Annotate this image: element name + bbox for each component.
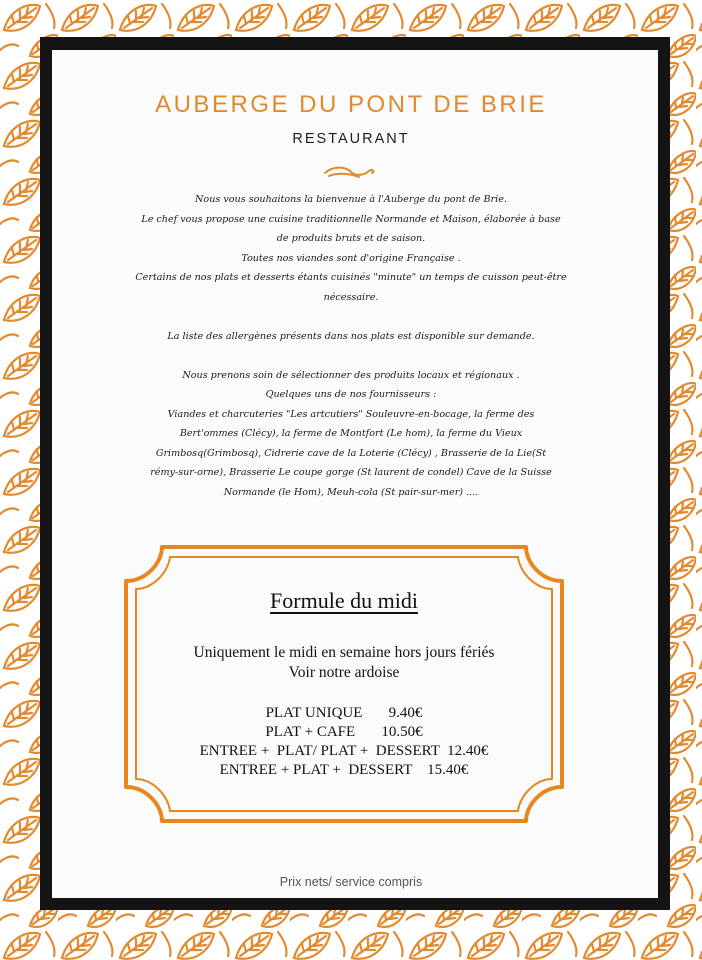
price-row: PLAT + CAFE 10.50€ (265, 724, 423, 740)
intro-line: Nous vous souhaitons la bienvenue à l'Auberge du pont de Brie. (195, 194, 507, 205)
suppliers-line: rémy-sur-orne), Brasserie Le coupe gorge (St laurent de condel) Cave de la Suisse (150, 467, 552, 478)
suppliers-intro: Nous prenons soin de sélectionner des produits locaux et régionaux . (182, 369, 520, 381)
price-row: ENTREE + PLAT/ PLAT + DESSERT 12.40€ (199, 743, 489, 759)
suppliers-line: Viandes et charcuteries "Les artcutiers" Souleuvre-en-bocage, la ferme des (167, 408, 535, 420)
intro-line: Le chef vous propose une cuisine traditionnelle Normande et Maison, élaborée à base (141, 213, 561, 225)
pricing-note: Prix nets/ service compris (279, 875, 423, 889)
suppliers-line: Grimbosq(Grimbosq), Cidrerie cave de la Loterie (Clécy) , Brasserie de la Lie(St (155, 447, 547, 459)
allergens-note: La liste des allergènes présents dans nos plats est disponible sur demande. (167, 330, 535, 342)
restaurant-subtitle: RESTAURANT (292, 131, 410, 147)
formula-subtitle: Uniquement le midi en semaine hors jours fériés (193, 644, 495, 661)
intro-line: Toutes nos viandes sont d'origine Française . (241, 252, 461, 264)
intro-line: de produits bruts et de saison. (276, 233, 426, 244)
flourish-icon (319, 164, 379, 182)
suppliers-line: Bert'ommes (Clécy), la ferme de Montfort (Le hom), la ferme du Vieux (179, 428, 523, 439)
formula-title: Formule du midi (270, 588, 418, 613)
restaurant-title: AUBERGE DU PONT DE BRIE (155, 91, 547, 118)
intro-line: nécessaire. (323, 291, 379, 303)
price-row: PLAT UNIQUE 9.40€ (265, 705, 423, 721)
lunch-formula-box (140, 560, 548, 820)
price-row: ENTREE + PLAT + DESSERT 15.40€ (219, 762, 469, 778)
suppliers-heading: Quelques uns de nos fournisseurs : (265, 389, 437, 400)
formula-note: Voir notre ardoise (288, 664, 400, 681)
intro-line: Certains de nos plats et desserts étants cuisinés "minute" un temps de cuisson peut-être (135, 272, 567, 283)
suppliers-line: Normande (le Hom), Meuh-cola (St pair-sur-mer) .... (223, 486, 479, 498)
intro-text (122, 190, 580, 502)
